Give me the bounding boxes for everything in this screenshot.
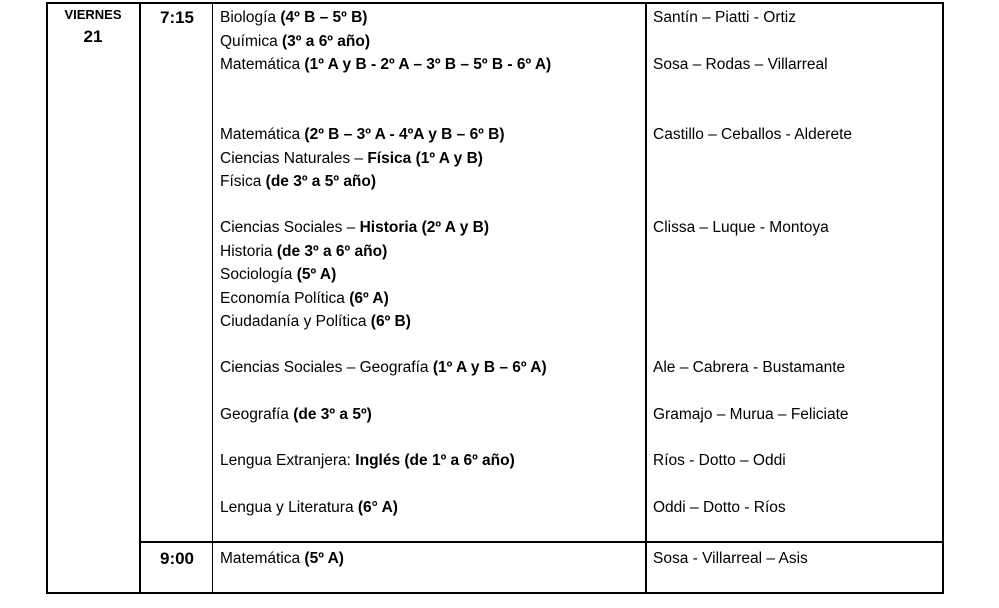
subject-name: Historia xyxy=(220,242,277,260)
day-column-divider xyxy=(139,2,141,594)
subject-group xyxy=(220,356,547,380)
teachers-list: Sosa - Villarreal – Asis xyxy=(653,550,808,567)
subject-detail: (de 3º a 6º año) xyxy=(276,242,388,260)
time-slot-1: 7:15 xyxy=(159,8,195,27)
teachers-list: Oddi – Dotto - Ríos xyxy=(653,499,786,516)
subject-name: Ciudadanía y Política xyxy=(220,313,371,330)
subject-detail: (4º B – 5º B) xyxy=(280,9,368,26)
table-top-border xyxy=(46,2,944,4)
subject-detail: Física (1º A y B) xyxy=(367,149,483,167)
subject-line xyxy=(220,496,398,520)
subject-line xyxy=(220,6,370,30)
subject-detail: (1º A y B – 6º A) xyxy=(432,359,547,376)
subject-line xyxy=(220,310,489,334)
subject-name: Ciencias Sociales – xyxy=(220,219,360,236)
subject-group xyxy=(220,6,370,53)
table-bottom-border xyxy=(46,592,944,594)
subject-group xyxy=(220,216,489,334)
subject-line xyxy=(220,547,344,571)
table-left-border xyxy=(46,2,48,594)
subject-detail: (de 3º a 5º) xyxy=(293,406,372,423)
teachers-list: Sosa – Rodas – Villarreal xyxy=(653,56,828,73)
subject-name: Geografía xyxy=(220,406,294,423)
subject-column-divider xyxy=(645,2,647,594)
subject-detail: (5º A) xyxy=(296,266,337,283)
subject-line xyxy=(220,216,489,240)
time-slot-2: 9:00 xyxy=(159,549,195,568)
subject-name: Matemática xyxy=(220,56,305,73)
subject-detail: Inglés (de 1º a 6º año) xyxy=(355,452,515,469)
teachers-list: Clissa – Luque - Montoya xyxy=(653,219,829,236)
subject-name: Matemática xyxy=(220,550,305,567)
teachers-list: Castillo – Ceballos - Alderete xyxy=(653,126,853,143)
subject-line xyxy=(220,356,547,380)
day-name: VIERNES xyxy=(64,7,122,22)
subject-detail: (6° A) xyxy=(357,499,398,516)
day-cell xyxy=(47,6,139,50)
subject-name: Ciencias Naturales – xyxy=(220,149,368,167)
subject-detail: (3º a 6º año) xyxy=(282,32,370,50)
subject-line xyxy=(220,170,505,194)
subject-name: Economía Política xyxy=(220,289,350,307)
subject-line xyxy=(220,53,551,77)
subject-detail: (de 3º a 5º año) xyxy=(265,173,377,190)
subject-group xyxy=(220,403,372,427)
subject-line xyxy=(220,240,489,264)
subject-line xyxy=(220,123,505,147)
subject-name: Química xyxy=(220,32,283,50)
subject-line xyxy=(220,147,505,171)
subject-line xyxy=(220,403,372,427)
subject-group xyxy=(220,547,344,571)
subject-detail: (5º A) xyxy=(304,550,344,567)
subject-name: Sociología xyxy=(220,266,297,283)
subject-detail: (6º B) xyxy=(370,313,411,330)
subject-group xyxy=(220,449,515,473)
subject-line xyxy=(220,449,515,473)
teachers-list: Gramajo – Murua – Feliciate xyxy=(653,406,849,423)
subject-detail: (6º A) xyxy=(349,289,389,307)
subject-name: Física xyxy=(220,173,266,190)
table-right-border xyxy=(942,2,944,594)
subject-line xyxy=(220,263,489,287)
teachers-list: Santín – Piatti - Ortiz xyxy=(653,9,796,26)
subject-line xyxy=(220,30,370,54)
subject-group xyxy=(220,496,398,520)
teachers-list: Ale – Cabrera - Bustamante xyxy=(653,359,846,376)
subject-name: Biología xyxy=(220,9,281,26)
subject-detail: Historia (2º A y B) xyxy=(359,219,489,236)
subject-name: Lengua y Literatura xyxy=(220,499,358,516)
subject-name: Matemática xyxy=(220,126,305,143)
subject-detail: (1º A y B - 2º A – 3º B – 5º B - 6º A) xyxy=(304,56,552,73)
subject-name: Ciencias Sociales – Geografía xyxy=(220,359,433,376)
subject-group xyxy=(220,53,551,77)
day-number: 21 xyxy=(83,27,103,46)
subject-name: Lengua Extranjera: xyxy=(220,452,356,469)
teachers-list: Ríos - Dotto – Oddi xyxy=(653,452,786,469)
subject-detail: (2º B – 3º A - 4ºA y B – 6º B) xyxy=(304,126,505,143)
subject-line xyxy=(220,287,489,311)
subject-group xyxy=(220,123,505,194)
slot-divider xyxy=(139,541,944,543)
time-column-divider xyxy=(212,2,213,594)
